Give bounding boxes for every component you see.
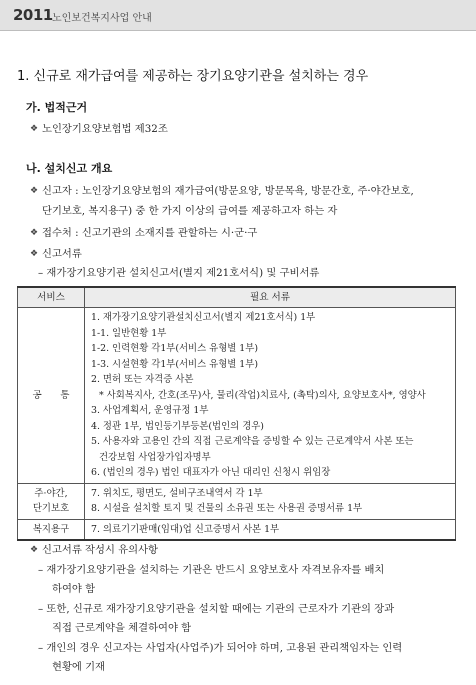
category-welfare-equipment: 복지용구 (18, 519, 85, 540)
required-docs-table (17, 286, 456, 541)
doc-line: 4. 정관 1부, 법인등기부등본(법인의 경우) (91, 420, 264, 432)
category-day-night: 주·야간, 단기보호 (18, 483, 85, 519)
doc-line: 1-1. 일반현황 1부 (91, 327, 167, 339)
bullet-icon: ❖ (30, 545, 39, 555)
col-service: 서비스 (18, 287, 85, 308)
bullet-applicant (30, 182, 414, 201)
doc-line: 1-2. 인력현황 각1부(서비스 유형별 1부) (91, 343, 258, 354)
applicant-line-1: 신고자 : 노인장기요양보험의 재가급여(방문요양, 방문목욕, 방문간호, 주·야간보호, (42, 185, 414, 197)
docs-dash-line: – 재가장기요양기관 설치신고서(별지 제21호서식) 및 구비서류 (38, 267, 320, 279)
doc-line: 2. 면허 또는 자격증 사본 (91, 374, 194, 385)
note-1-line-1: – 재가장기요양기관을 설치하는 기관은 반드시 요양보호사 자격보유자를 배치 (38, 564, 385, 576)
bullet-notes (30, 541, 158, 560)
bullet-legal-basis (30, 120, 168, 139)
applicant-line-2: 단기보호, 복지용구) 중 한 가지 이상의 급여를 제공하고자 하는 자 (42, 205, 338, 217)
header-year: 2011 (13, 6, 53, 24)
category-common: 공 통 (18, 308, 85, 484)
note-2-line-1: – 또한, 신규로 재가장기요양기관을 설치할 때에는 기관의 근로자가 기관의 장과 (38, 603, 395, 615)
bullet-icon: ❖ (30, 124, 39, 134)
docs-list-common (91, 310, 455, 481)
doc-line: 건강보험 사업장가입자명부 (99, 451, 211, 463)
doc-line: 8. 시설을 설치할 토지 및 건물의 소유권 또는 사용권 증명서류 1부 (91, 503, 363, 514)
doc-line: 6. (법인의 경우) 법인 대표자가 아닌 대리인 신청시 위임장 (91, 467, 331, 478)
legal-basis-text: 노인장기요양보험법 제32조 (42, 123, 168, 135)
notes-heading: 신고서류 작성시 유의사항 (42, 544, 158, 556)
doc-line: 1-3. 시설현황 각1부(서비스 유형별 1부) (91, 358, 258, 370)
note-1-line-2: 하여야 함 (52, 583, 96, 595)
note-3-line-2: 현황에 기재 (52, 661, 106, 673)
doc-line: * 사회복지사, 간호(조무)사, 물리(작업)치료사, (촉탁)의사, 요양보호사*, 영양사 (99, 389, 426, 401)
table-row-day-night (18, 483, 456, 519)
header-title: 노인보건복지사업 안내 (52, 13, 152, 24)
doc-line: 7. 위치도, 평면도, 설비구조내역서 각 1부 (91, 487, 263, 499)
bullet-icon: ❖ (30, 228, 39, 238)
doc-line: 3. 사업계획서, 운영규정 1부 (91, 405, 209, 416)
bullet-icon: ❖ (30, 186, 39, 196)
table-row-common (18, 308, 456, 484)
doc-line: 7. 의료기기판매(임대)업 신고증명서 사본 1부 (91, 523, 280, 535)
col-docs: 필요 서류 (85, 287, 456, 308)
section-title: 1. 신규로 재가급여를 제공하는 장기요양기관을 설치하는 경우 (17, 69, 369, 84)
doc-line: 1. 재가장기요양기관설치신고서(별지 제21호서식) 1부 (91, 312, 316, 323)
docs-list-welfare-equipment (91, 522, 455, 538)
page-header (0, 0, 476, 31)
table-row-welfare-equipment (18, 519, 456, 540)
office-text: 접수처 : 신고기관의 소재지를 관할하는 시·군·구 (42, 227, 258, 239)
doc-line: 5. 사용자와 고용인 간의 직접 근로계약을 증빙할 수 있는 근로계약서 사본 또는 (91, 436, 414, 447)
table-header-row (18, 287, 456, 308)
subheading-legal-basis: 가. 법적근거 (26, 101, 88, 114)
bullet-icon: ❖ (30, 249, 39, 259)
bullet-docs (30, 245, 82, 264)
docs-list-day-night (91, 486, 455, 517)
bullet-office (30, 224, 258, 243)
subheading-overview: 나. 설치신고 개요 (26, 162, 113, 175)
note-3-line-1: – 개인의 경우 신고자는 사업자(사업주)가 되어야 하며, 고용된 관리책임자는 인력 (38, 642, 403, 654)
note-2-line-2: 직접 근로계약을 체결하여야 함 (52, 622, 192, 634)
docs-text: 신고서류 (42, 248, 82, 260)
